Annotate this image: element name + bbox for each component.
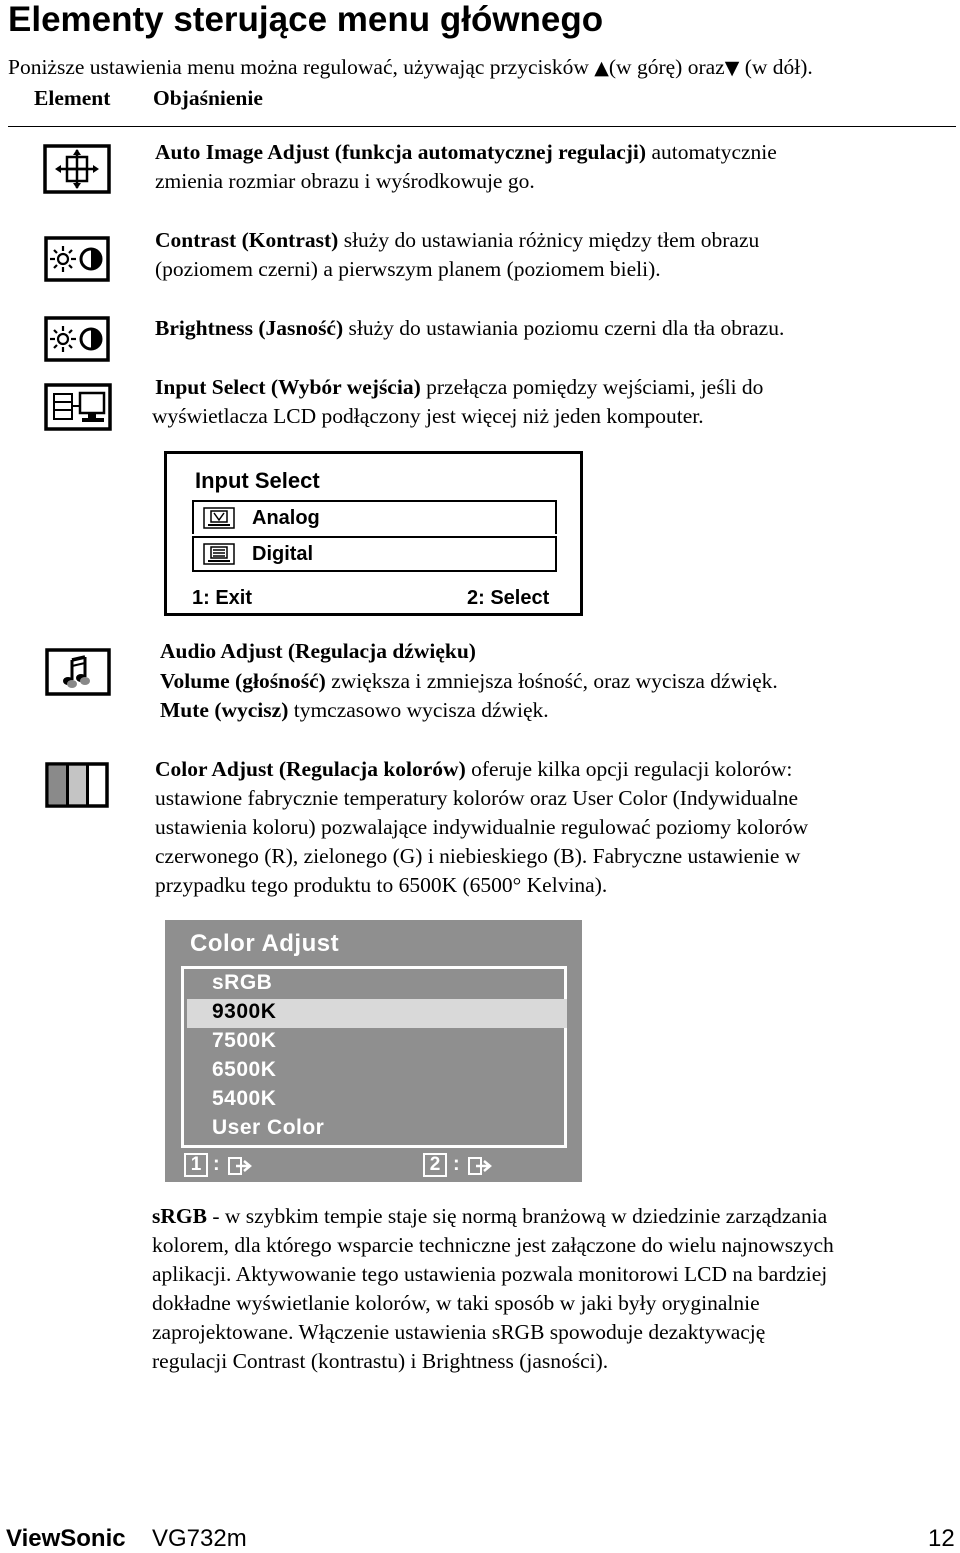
intro-text <box>8 53 813 82</box>
input-select-name: Input Select (Wybór wejścia) <box>155 375 421 399</box>
color-option-7500k[interactable]: 7500K <box>212 1029 277 1052</box>
color-option-user-color[interactable]: User Color <box>212 1116 325 1139</box>
intro-pre: Poniższe ustawienia menu można regulować, używając przycisków <box>8 55 595 79</box>
page-title: Elementy sterujące menu głównego <box>8 0 604 39</box>
osd-option-digital[interactable] <box>192 536 557 572</box>
input-select-osd-title: Input Select <box>195 468 320 493</box>
color-adjust-osd-list <box>181 966 567 1148</box>
contrast-desc1: służy do ustawiania różnicy między tłem obrazu <box>338 228 760 252</box>
srgb-line2: kolorem, dla którego wsparcie techniczne jest załączone do wielu najnowszych <box>152 1233 834 1257</box>
brightness-name: Brightness (Jasność) <box>155 316 344 340</box>
column-header-explanation: Objaśnienie <box>153 86 263 110</box>
contrast-name: Contrast (Kontrast) <box>155 228 339 252</box>
srgb-line4: dokładne wyświetlanie kolorów, w taki sposób w jaki były oryginalnie <box>152 1291 760 1315</box>
osd-option-analog-label: Analog <box>252 507 320 529</box>
down-arrow-icon: ▼ <box>724 57 740 79</box>
select-icon <box>467 1155 495 1177</box>
contrast-line2: (poziomem czerni) a pierwszym planem (poziomem bieli). <box>155 257 661 281</box>
auto-adjust-line2: zmienia rozmiar obrazu i wyśrodkowuje go. <box>155 169 535 193</box>
osd-key-1-colon: : <box>213 1153 220 1175</box>
color-adjust-desc1: oferuje kilka opcji regulacji kolorów: <box>465 757 793 781</box>
osd-key-2-colon: : <box>453 1153 460 1175</box>
color-adjust-osd-title: Color Adjust <box>190 930 340 957</box>
osd-key-1[interactable]: 1 <box>184 1153 208 1177</box>
audio-mute-name: Mute (wycisz) <box>160 698 289 722</box>
audio-adjust-icon <box>45 648 111 696</box>
color-adjust-line1 <box>155 755 792 785</box>
input-select-desc1: przełącza pomiędzy wejściami, jeśli do <box>420 375 764 399</box>
srgb-line5: zaprojektowane. Włączenie ustawienia sRGB spowoduje dezaktywację <box>152 1320 766 1344</box>
color-option-srgb[interactable]: sRGB <box>212 971 273 994</box>
audio-mute-desc: tymczasowo wycisza dźwięk. <box>288 698 549 722</box>
intro-down: (w dół). <box>739 55 813 79</box>
srgb-term: sRGB <box>152 1204 207 1228</box>
srgb-line1 <box>152 1202 827 1232</box>
srgb-desc1: - w szybkim tempie staje się normą branżową w dziedzinie zarządzania <box>206 1204 828 1228</box>
audio-adjust-name: Audio Adjust (Regulacja dźwięku) <box>160 639 476 663</box>
audio-mute-line <box>160 696 549 726</box>
osd-exit-label[interactable]: 1: Exit <box>192 587 253 609</box>
auto-adjust-line1 <box>155 138 777 168</box>
brightness-line1 <box>155 314 784 344</box>
osd-key-2[interactable]: 2 <box>423 1153 447 1177</box>
color-adjust-line5: przypadku tego produktu to 6500K (6500° Kelvina). <box>155 873 608 897</box>
footer-page-number: 12 <box>928 1525 955 1552</box>
intro-up: (w górę) oraz <box>608 55 725 79</box>
contrast-icon <box>44 236 110 282</box>
auto-adjust-desc1: automatycznie <box>646 140 777 164</box>
osd-option-digital-label: Digital <box>252 543 314 565</box>
contrast-line1 <box>155 226 759 256</box>
brightness-desc1: służy do ustawiania poziomu czerni dla tła obrazu. <box>343 316 785 340</box>
footer-brand: ViewSonic <box>6 1525 126 1552</box>
auto-adjust-name: Auto Image Adjust (funkcja automatycznej regulacji) <box>155 140 647 164</box>
audio-volume-desc: zwiększa i zmniejsza łośność, oraz wycisza dźwięk. <box>325 669 778 693</box>
input-select-osd <box>164 451 583 616</box>
color-adjust-line2: ustawione fabrycznie temperatury kolorów oraz User Color (Indywidualne <box>155 786 798 810</box>
input-select-icon <box>44 383 112 431</box>
up-arrow-icon: ▲ <box>594 57 609 79</box>
audio-volume-line <box>160 667 778 697</box>
header-rule <box>8 126 956 127</box>
input-select-line1 <box>155 373 763 403</box>
osd-option-analog[interactable] <box>192 500 557 536</box>
audio-volume-name: Volume (głośność) <box>160 669 326 693</box>
digital-monitor-icon <box>203 543 235 565</box>
exit-icon <box>227 1155 255 1177</box>
auto-adjust-icon <box>43 144 111 194</box>
color-option-6500k[interactable]: 6500K <box>212 1058 277 1081</box>
color-adjust-line4: czerwonego (R), zielonego (G) i niebieskiego (B). Fabryczne ustawienie w <box>155 844 801 868</box>
input-select-line2: wyświetlacza LCD podłączony jest więcej niż jeden kompouter. <box>152 404 704 428</box>
srgb-line3: aplikacji. Aktywowanie tego ustawienia pozwala monitorowi LCD na bardziej <box>152 1262 828 1286</box>
color-adjust-osd <box>165 920 582 1182</box>
analog-monitor-icon <box>203 507 235 529</box>
color-adjust-name: Color Adjust (Regulacja kolorów) <box>155 757 466 781</box>
color-option-5400k[interactable]: 5400K <box>212 1087 277 1110</box>
color-adjust-icon <box>45 762 109 808</box>
color-option-9300k[interactable]: 9300K <box>212 1000 277 1023</box>
brightness-icon <box>44 316 110 362</box>
color-adjust-line3: ustawienia koloru) pozwalające indywidualnie regulować poziomy kolorów <box>155 815 809 839</box>
footer-model: VG732m <box>152 1525 247 1552</box>
osd-select-label[interactable]: 2: Select <box>467 587 550 609</box>
srgb-line6: regulacji Contrast (kontrastu) i Brightness (jasności). <box>152 1349 609 1373</box>
column-header-element: Element <box>34 86 111 110</box>
